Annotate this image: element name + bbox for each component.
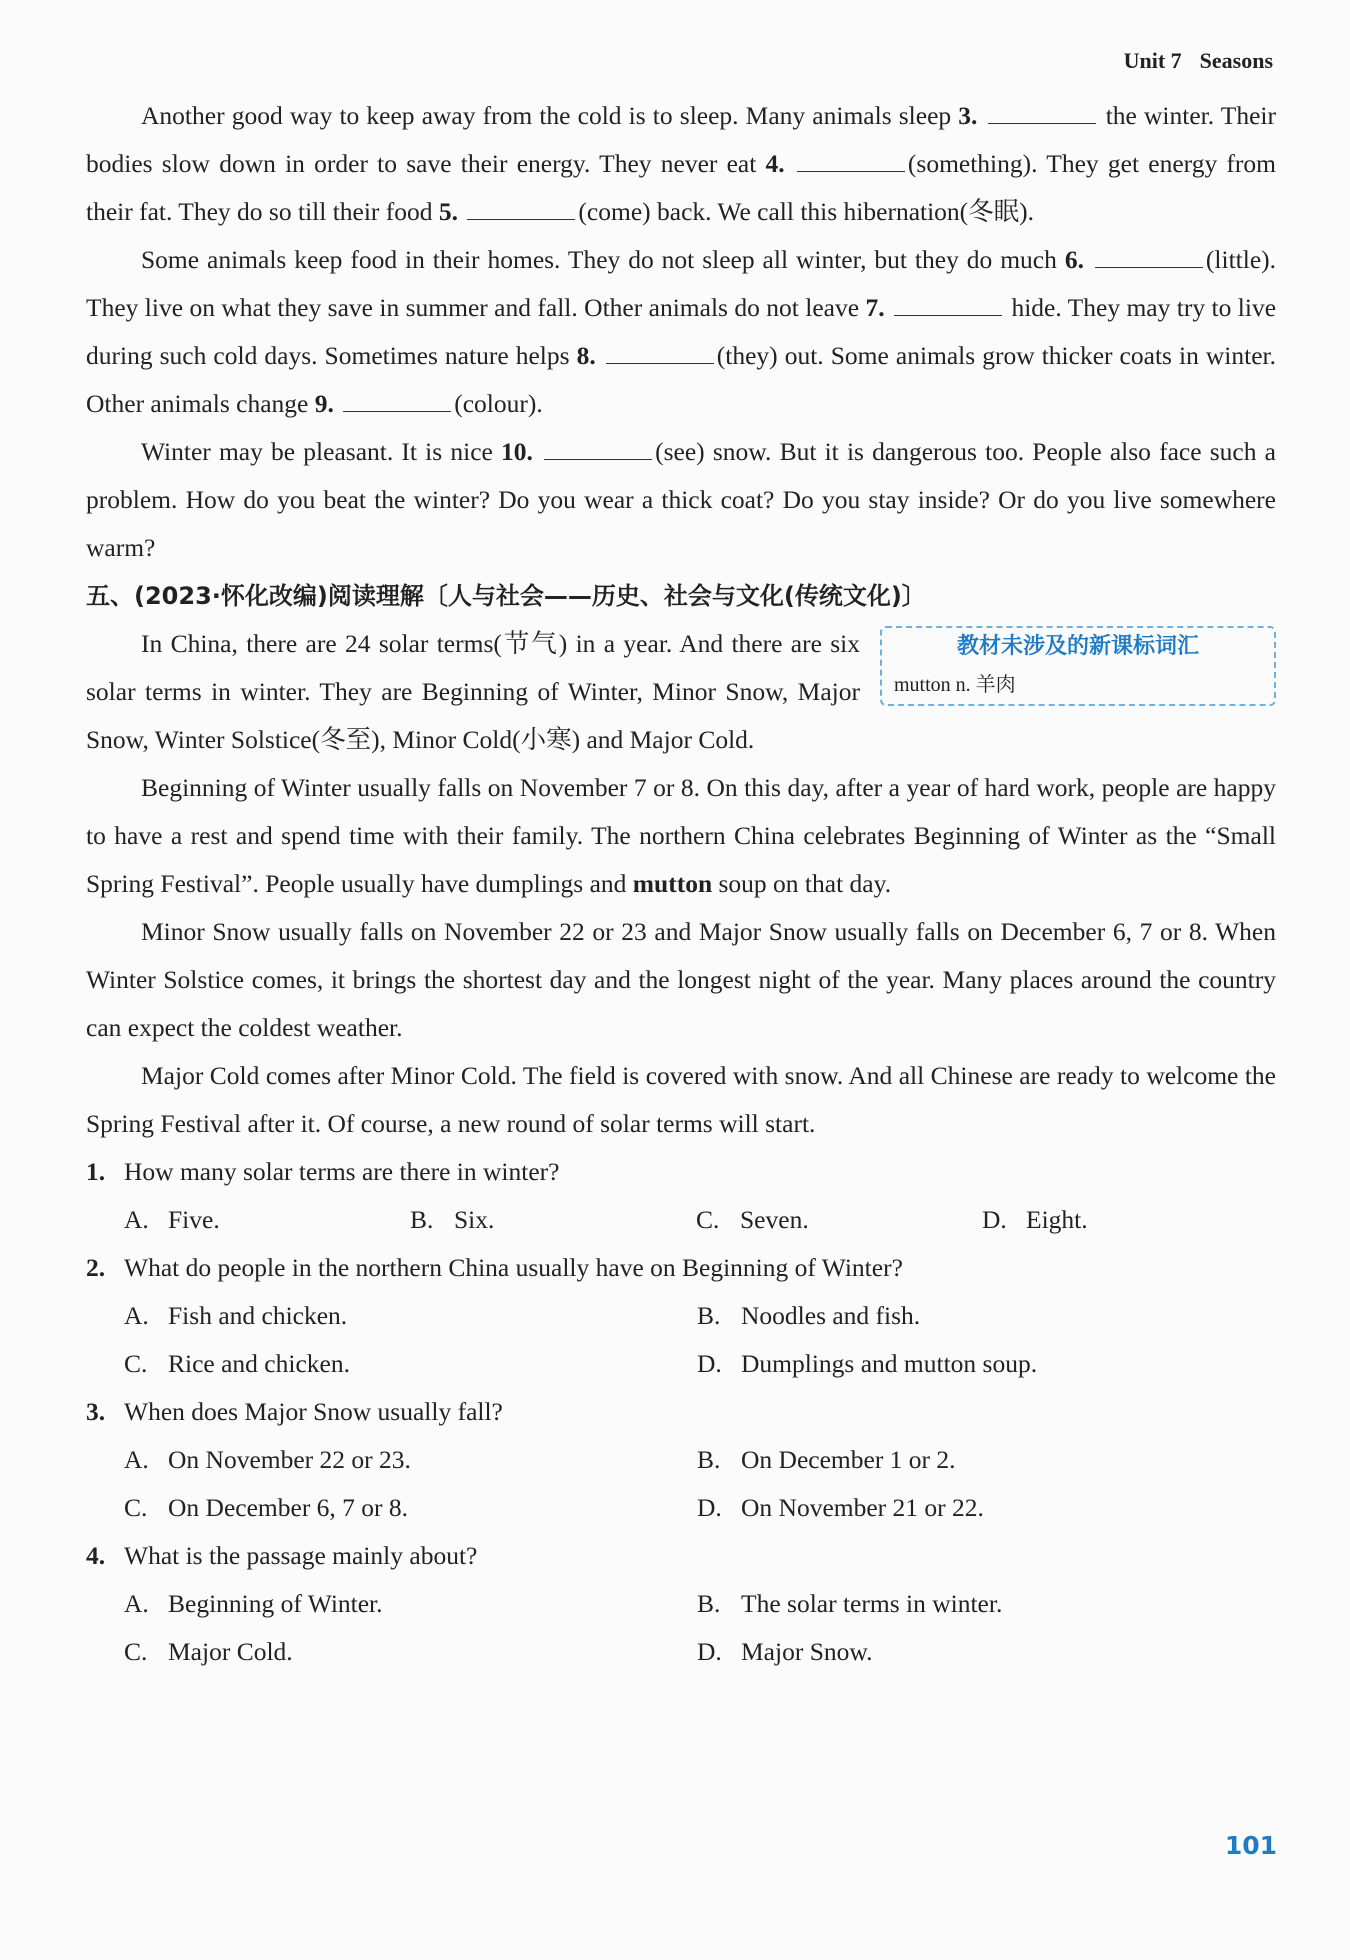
option-label: A. [124, 1589, 149, 1618]
answer-blank[interactable] [988, 99, 1096, 124]
question-number: 3. [86, 1397, 106, 1426]
question-text: When does Major Snow usually fall? [124, 1397, 503, 1426]
answer-blank[interactable] [894, 291, 1002, 316]
option-a[interactable] [124, 1580, 697, 1628]
passage-paragraph [86, 428, 1276, 572]
answer-blank[interactable] [467, 195, 575, 220]
option-text: The solar terms in winter. [741, 1589, 1003, 1618]
passage-paragraph [86, 92, 1276, 236]
option-text: Rice and chicken. [168, 1349, 350, 1378]
option-label: D. [697, 1637, 722, 1666]
option-label: C. [124, 1493, 148, 1522]
unit-label: Unit 7 [1123, 48, 1182, 73]
option-text: Six. [454, 1205, 495, 1234]
option-a[interactable] [124, 1292, 697, 1340]
blank-number: 3. [958, 101, 978, 130]
option-c[interactable] [696, 1196, 982, 1244]
option-label: B. [410, 1205, 434, 1234]
option-b[interactable] [697, 1580, 1270, 1628]
vocab-entry: mutton n. 羊肉 [894, 674, 1016, 696]
running-header [1124, 48, 1273, 74]
option-text: On November 21 or 22. [741, 1493, 984, 1522]
answer-blank[interactable] [797, 147, 905, 172]
text-span: (colour). [454, 389, 543, 418]
option-text: Five. [168, 1205, 220, 1234]
blank-number: 4. [765, 149, 785, 178]
page-content [86, 92, 1276, 1676]
question [86, 1388, 1276, 1532]
question-number: 1. [86, 1157, 106, 1186]
option-label: B. [697, 1589, 721, 1618]
option-text: Dumplings and mutton soup. [741, 1349, 1038, 1378]
blank-number: 8. [576, 341, 596, 370]
vocab-box [880, 626, 1276, 706]
option-text: Major Cold. [168, 1637, 293, 1666]
question-number: 2. [86, 1253, 106, 1282]
blank-number: 5. [438, 197, 459, 226]
option-d[interactable] [697, 1484, 1270, 1532]
text-span: soup on that day. [712, 869, 892, 898]
option-a[interactable] [124, 1196, 410, 1244]
option-c[interactable] [124, 1340, 697, 1388]
option-a[interactable] [124, 1436, 697, 1484]
option-label: A. [124, 1301, 149, 1330]
text-span: (see) snow. But it is dangerous too. People also face such a problem. How do you beat the winter? Do you wear a thick coat? Do you stay inside? Or do you live somewhere warm? [86, 437, 1276, 562]
blank-number: 7. [865, 293, 885, 322]
option-text: On December 6, 7 or 8. [168, 1493, 409, 1522]
answer-blank[interactable] [343, 387, 451, 412]
blank-number: 9. [314, 389, 334, 418]
option-b[interactable] [697, 1436, 1270, 1484]
option-b[interactable] [410, 1196, 696, 1244]
vocab-box-title: 教材未涉及的新课标词汇 [956, 634, 1199, 659]
option-label: C. [124, 1349, 148, 1378]
question-text: How many solar terms are there in winter? [124, 1157, 560, 1186]
reading-paragraph: Minor Snow usually falls on November 22 or 23 and Major Snow usually falls on December 6, 7 or 8. When Winter Solstice comes, it brings the shortest day and the longest night of the year. Many places around the country can expect the coldest weather. [86, 917, 1276, 1042]
option-label: B. [697, 1445, 721, 1474]
text-span: (come) back. We call this hibernation(冬眠). [578, 197, 1035, 226]
bold-word: mutton [632, 869, 713, 898]
answer-blank[interactable] [606, 339, 714, 364]
option-label: C. [696, 1205, 720, 1234]
option-d[interactable] [697, 1340, 1270, 1388]
option-label: D. [697, 1493, 722, 1522]
text-span: Another good way to keep away from the cold is to sleep. Many animals sleep [141, 101, 959, 130]
text-span: hide. They may try to live during such cold days. Sometimes nature helps [86, 293, 1277, 370]
text-span: Winter may be pleasant. It is nice [141, 437, 502, 466]
page-number: 101 [1224, 1831, 1277, 1860]
option-d[interactable] [982, 1196, 1268, 1244]
reading-paragraph: In China, there are 24 solar terms(节气) in a year. And there are six solar terms in winter. They are Beginning of Winter, Minor Snow, Major Snow, Winter Solstice(冬至), Minor Cold(小寒) and Major Cold. [86, 629, 860, 754]
passage-paragraph [86, 236, 1276, 428]
blank-number: 10. [501, 437, 533, 466]
answer-blank[interactable] [1095, 243, 1203, 268]
question [86, 1148, 1276, 1244]
answer-blank[interactable] [544, 435, 652, 460]
option-c[interactable] [124, 1484, 697, 1532]
option-label: D. [697, 1349, 722, 1378]
question-text: What do people in the northern China usually have on Beginning of Winter? [124, 1253, 903, 1282]
question-text: What is the passage mainly about? [124, 1541, 478, 1570]
option-label: B. [697, 1301, 721, 1330]
option-text: Fish and chicken. [168, 1301, 348, 1330]
question [86, 1532, 1276, 1676]
text-span: (something). They get energy from their fat. They do so till their food [86, 149, 1276, 226]
text-span: (little). They live on what they save in summer and fall. Other animals do not leave [86, 245, 1277, 322]
question-number: 4. [86, 1541, 106, 1570]
blank-number: 6. [1064, 245, 1084, 274]
option-text: Major Snow. [741, 1637, 873, 1666]
option-text: Beginning of Winter. [168, 1589, 383, 1618]
text-span: Some animals keep food in their homes. They do not sleep all winter, but they do much [141, 245, 1065, 274]
option-b[interactable] [697, 1292, 1270, 1340]
option-d[interactable] [697, 1628, 1270, 1676]
text-span: (they) out. Some animals grow thicker coats in winter. Other animals change [86, 341, 1277, 418]
option-label: A. [124, 1445, 149, 1474]
option-text: Eight. [1026, 1205, 1088, 1234]
option-text: Seven. [740, 1205, 809, 1234]
reading-paragraph [86, 764, 1276, 908]
text-span: the winter. Their bodies slow down in order to save their energy. They never eat [86, 101, 1276, 178]
option-text: Noodles and fish. [741, 1301, 921, 1330]
reading-paragraph: Major Cold comes after Minor Cold. The field is covered with snow. And all Chinese are ready to welcome the Spring Festival after it. Of course, a new round of solar terms will start. [86, 1061, 1276, 1138]
option-c[interactable] [124, 1628, 697, 1676]
unit-title: Seasons [1199, 48, 1273, 73]
option-label: D. [982, 1205, 1007, 1234]
question [86, 1244, 1276, 1388]
option-label: A. [124, 1205, 149, 1234]
option-text: On November 22 or 23. [168, 1445, 411, 1474]
option-text: On December 1 or 2. [741, 1445, 956, 1474]
section-title: 五、(2023·怀化改编)阅读理解〔人与社会——历史、社会与文化(传统文化)〕 [86, 582, 926, 610]
option-label: C. [124, 1637, 148, 1666]
text-span: Beginning of Winter usually falls on November 7 or 8. On this day, after a year of hard work, people are happy to have a rest and spend time with their family. The northern China celebrates Beginning of Winter as the “Small Spring Festival”. People usually have dumplings and [86, 773, 1276, 898]
